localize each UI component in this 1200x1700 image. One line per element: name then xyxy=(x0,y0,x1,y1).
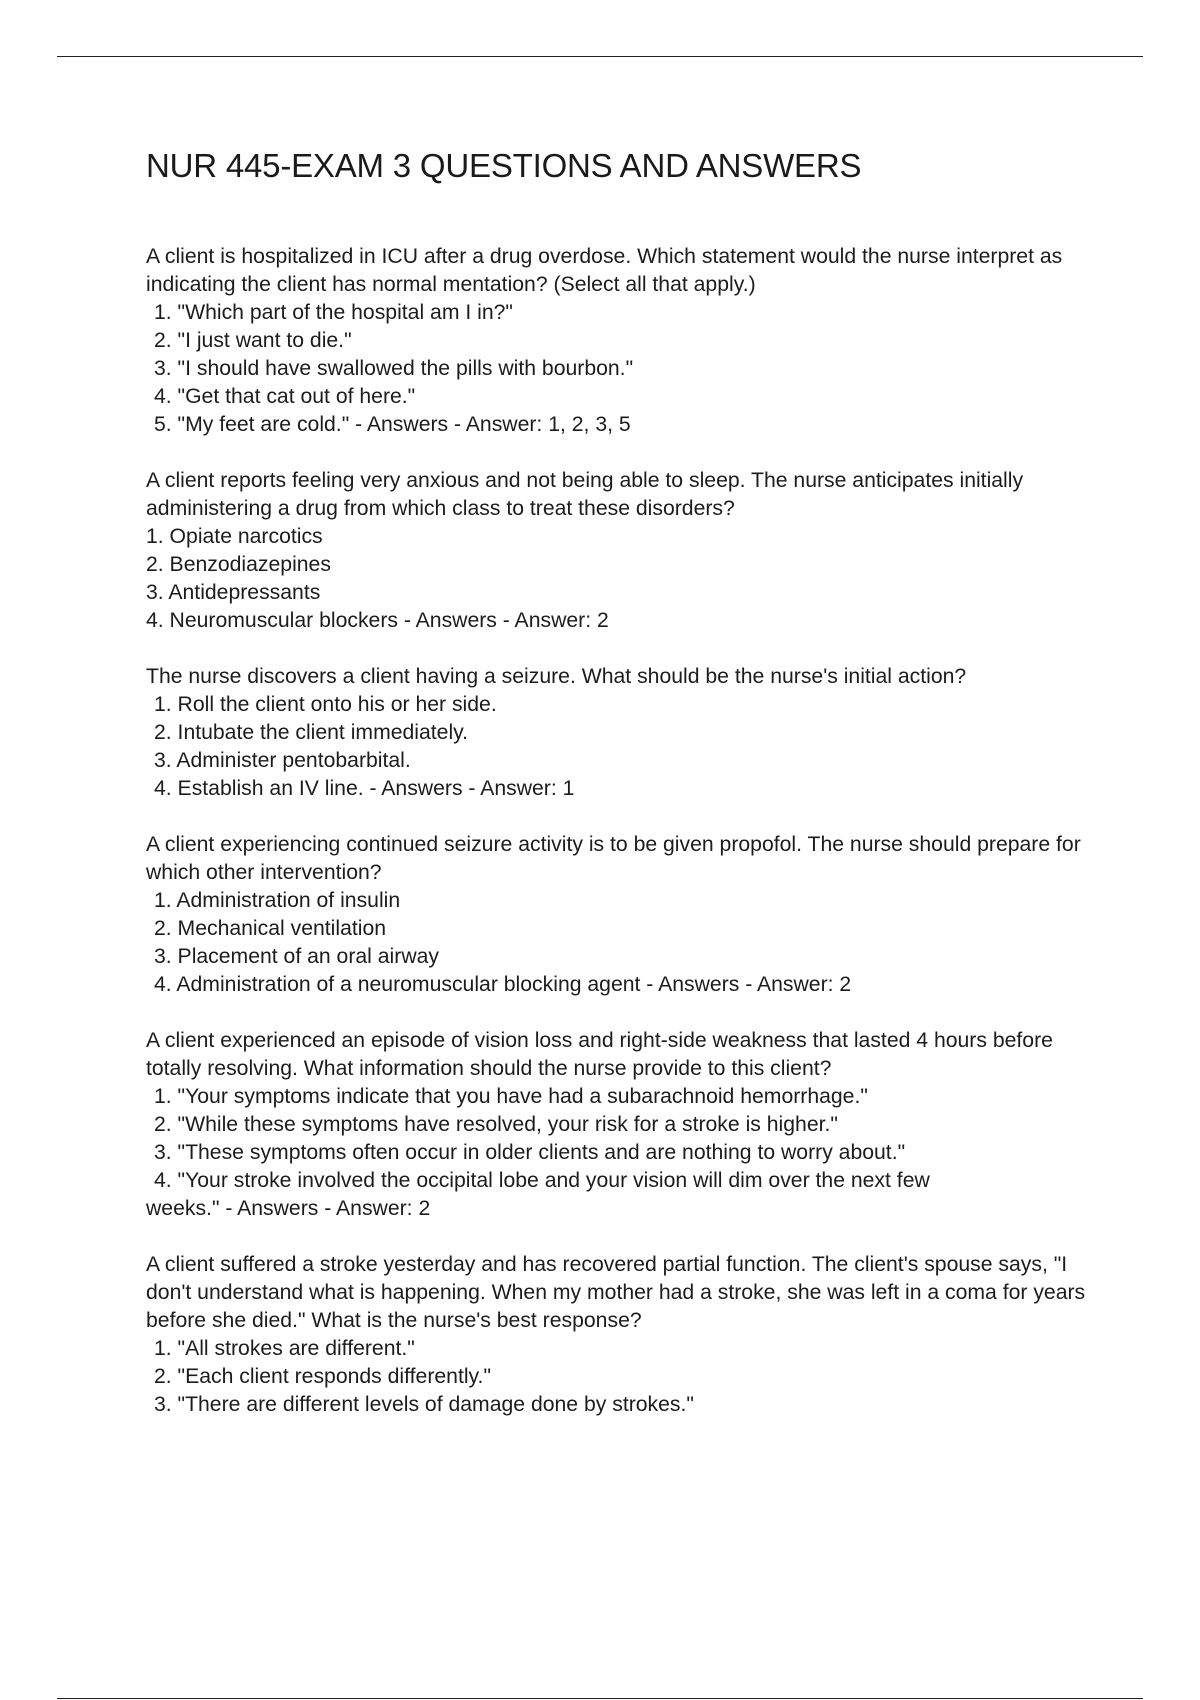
question-1 xyxy=(146,243,1106,439)
option-item: 1. "Which part of the hospital am I in?" xyxy=(154,301,513,324)
option-item: 1. "All strokes are different." xyxy=(154,1337,415,1360)
question-5 xyxy=(146,1027,1106,1223)
option-item: 3. "I should have swallowed the pills with bourbon." xyxy=(154,357,634,380)
top-rule xyxy=(57,56,1143,57)
option-item: 2. "Each client responds differently." xyxy=(154,1365,491,1388)
option-list xyxy=(146,299,1106,439)
question-4 xyxy=(146,831,1106,999)
option-item: 1. Roll the client onto his or her side. xyxy=(154,693,497,716)
option-list xyxy=(146,691,1106,803)
option-list xyxy=(146,523,1106,635)
bottom-rule xyxy=(57,1698,1143,1699)
option-item: 2. "I just want to die." xyxy=(154,329,352,352)
option-item: 2. Intubate the client immediately. xyxy=(154,721,469,744)
option-item: 3. Antidepressants xyxy=(146,581,321,604)
question-stem: A client reports feeling very anxious and not being able to sleep. The nurse anticipates initially administering a drug from which class to treat these disorders? xyxy=(146,469,1024,520)
question-stem: A client is hospitalized in ICU after a drug overdose. Which statement would the nurse interpret as indicating the client has normal mentation? (Select all that apply.) xyxy=(146,245,1063,296)
answer-line: weeks." - Answers - Answer: 2 xyxy=(146,1197,431,1220)
option-item-with-answer: 4. Neuromuscular blockers - Answers - Answer: 2 xyxy=(146,609,609,632)
option-item: 3. "These symptoms often occur in older clients and are nothing to worry about." xyxy=(154,1141,906,1164)
option-item-with-answer: 4. Establish an IV line. - Answers - Answer: 1 xyxy=(154,777,575,800)
question-3 xyxy=(146,663,1106,803)
option-item: 1. Opiate narcotics xyxy=(146,525,323,548)
option-item-with-answer: 5. "My feet are cold." - Answers - Answer: 1, 2, 3, 5 xyxy=(154,413,631,436)
option-item: 3. Placement of an oral airway xyxy=(154,945,439,968)
document-title: NUR 445-EXAM 3 QUESTIONS AND ANSWERS xyxy=(146,147,862,184)
option-list xyxy=(146,887,1106,999)
option-item: 4. "Your stroke involved the occipital lobe and your vision will dim over the next few xyxy=(154,1169,930,1192)
option-item: 3. "There are different levels of damage done by strokes." xyxy=(154,1393,694,1416)
option-item: 1. "Your symptoms indicate that you have had a subarachnoid hemorrhage." xyxy=(154,1085,868,1108)
option-item: 2. Benzodiazepines xyxy=(146,553,331,576)
document-body xyxy=(146,143,1106,1447)
option-list xyxy=(146,1083,1106,1195)
option-item: 4. "Get that cat out of here." xyxy=(154,385,416,408)
option-item: 1. Administration of insulin xyxy=(154,889,401,912)
question-stem: The nurse discovers a client having a seizure. What should be the nurse's initial action? xyxy=(146,665,967,688)
option-item-with-answer: 4. Administration of a neuromuscular blocking agent - Answers - Answer: 2 xyxy=(154,973,852,996)
question-stem: A client suffered a stroke yesterday and has recovered partial function. The client's spouse says, "I don't understand what is happening. When my mother had a stroke, she was left in a coma for years before she died." What is the nurse's best response? xyxy=(146,1253,1086,1332)
question-list xyxy=(146,243,1106,1419)
option-list xyxy=(146,1335,1106,1419)
option-item: 2. "While these symptoms have resolved, your risk for a stroke is higher." xyxy=(154,1113,838,1136)
question-stem: A client experienced an episode of vision loss and right-side weakness that lasted 4 hours before totally resolving. What information should the nurse provide to this client? xyxy=(146,1029,1053,1080)
question-stem: A client experiencing continued seizure activity is to be given propofol. The nurse should prepare for which other intervention? xyxy=(146,833,1081,884)
question-6 xyxy=(146,1251,1106,1419)
option-item: 2. Mechanical ventilation xyxy=(154,917,387,940)
option-item: 3. Administer pentobarbital. xyxy=(154,749,411,772)
question-2 xyxy=(146,467,1106,635)
